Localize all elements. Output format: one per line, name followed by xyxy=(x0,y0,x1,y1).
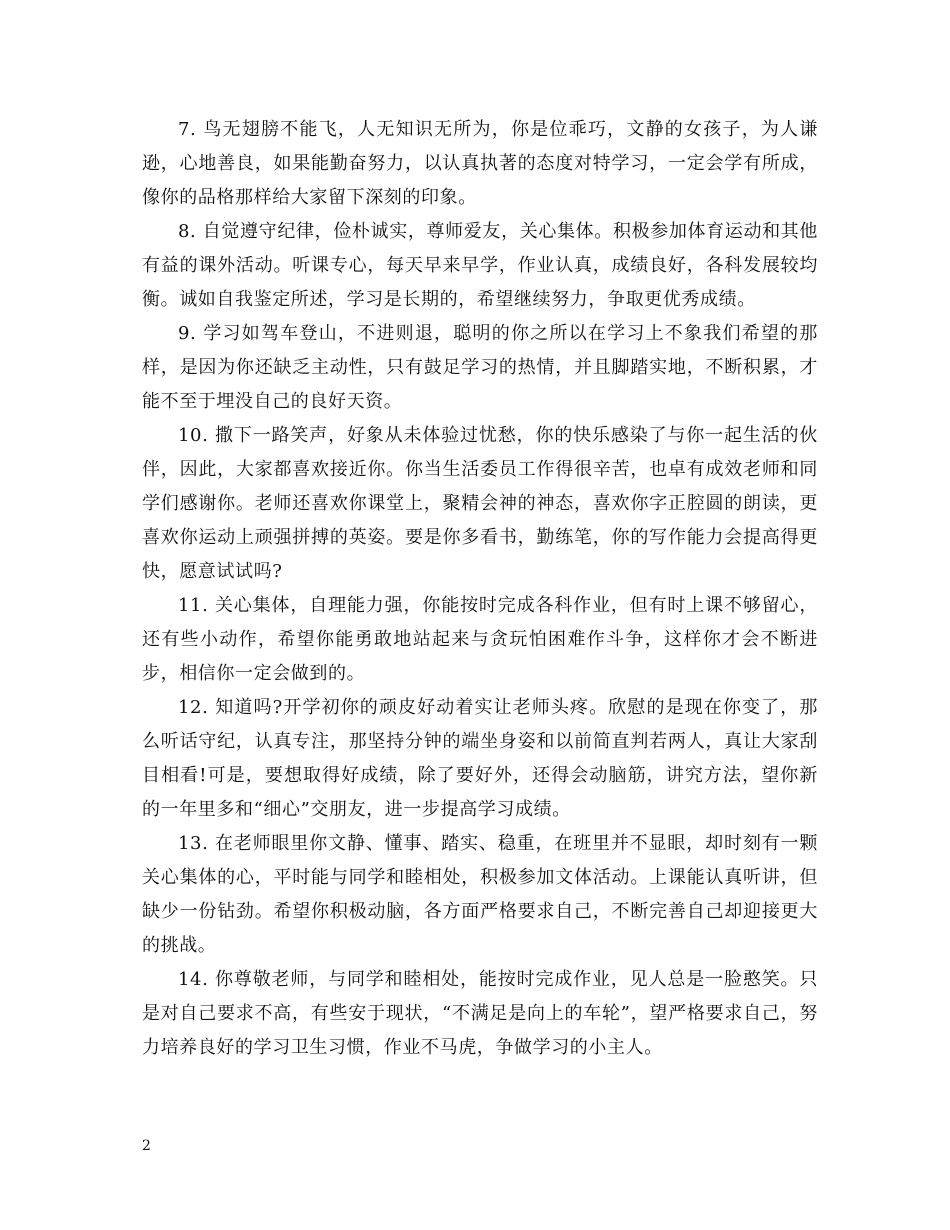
comment-paragraph-12: 12. 知道吗?开学初你的顽皮好动着实让老师头疼。欣慰的是现在你变了，那么听话守纪，认真专注，那坚持分钟的端坐身姿和以前简直判若两人，真让大家刮目相看!可是，要想取得好成绩，除了要好外，还得会动脑筋，讲究方法，望你新的一年里多和“细心”交朋友，进一步提高学习成绩。 xyxy=(142,697,818,820)
comment-paragraph-10: 10. 撒下一路笑声，好象从未体验过忧愁，你的快乐感染了与你一起生活的伙伴，因此，大家都喜欢接近你。你当生活委员工作得很辛苦，也卓有成效老师和同学们感谢你。老师还喜欢你课堂上，聚精会神的神态，喜欢你字正腔圆的朗读，更喜欢你运动上顽强拼搏的英姿。要是你多看书，勤练笔，你的写作能力会提高得更快，愿意试试吗? xyxy=(142,425,818,582)
comment-paragraph-9: 9. 学习如驾车登山，不进则退，聪明的你之所以在学习上不象我们希望的那样，是因为你还缺乏主动性，只有鼓足学习的热情，并且脚踏实地，不断积累，才能不至于埋没自己的良好天资。 xyxy=(142,323,818,412)
comment-paragraph-8: 8. 自觉遵守纪律，俭朴诚实，尊师爱友，关心集体。积极参加体育运动和其他有益的课外活动。听课专心，每天早来早学，作业认真，成绩良好，各科发展较均衡。诚如自我鉴定所述，学习是长期的，希望继续努力，争取更优秀成绩。 xyxy=(142,221,818,310)
comment-paragraph-14: 14. 你尊敬老师，与同学和睦相处，能按时完成作业，见人总是一脸憨笑。只是对自己要求不高，有些安于现状，“不满足是向上的车轮”，望严格要求自己，努力培养良好的学习卫生习惯，作业不马虎，争做学习的小主人。 xyxy=(142,969,818,1058)
comment-paragraph-7: 7. 鸟无翅膀不能飞，人无知识无所为，你是位乖巧，文静的女孩子，为人谦逊，心地善良，如果能勤奋努力，以认真执著的态度对特学习，一定会学有所成，像你的品格那样给大家留下深刻的印象。 xyxy=(142,119,818,208)
comment-paragraph-13: 13. 在老师眼里你文静、懂事、踏实、稳重，在班里并不显眼，却时刻有一颗关心集体的心，平时能与同学和睦相处，积极参加文体活动。上课能认真听讲，但缺少一份钻劲。希望你积极动脑，各方面严格要求自己，不断完善自己却迎接更大的挑战。 xyxy=(142,833,818,956)
page-number: 2 xyxy=(142,1138,151,1154)
document-body xyxy=(142,113,818,1065)
comment-paragraph-11: 11. 关心集体，自理能力强，你能按时完成各科作业，但有时上课不够留心，还有些小动作，希望你能勇敢地站起来与贪玩怕困难作斗争，这样你才会不断进步，相信你一定会做到的。 xyxy=(142,595,818,684)
